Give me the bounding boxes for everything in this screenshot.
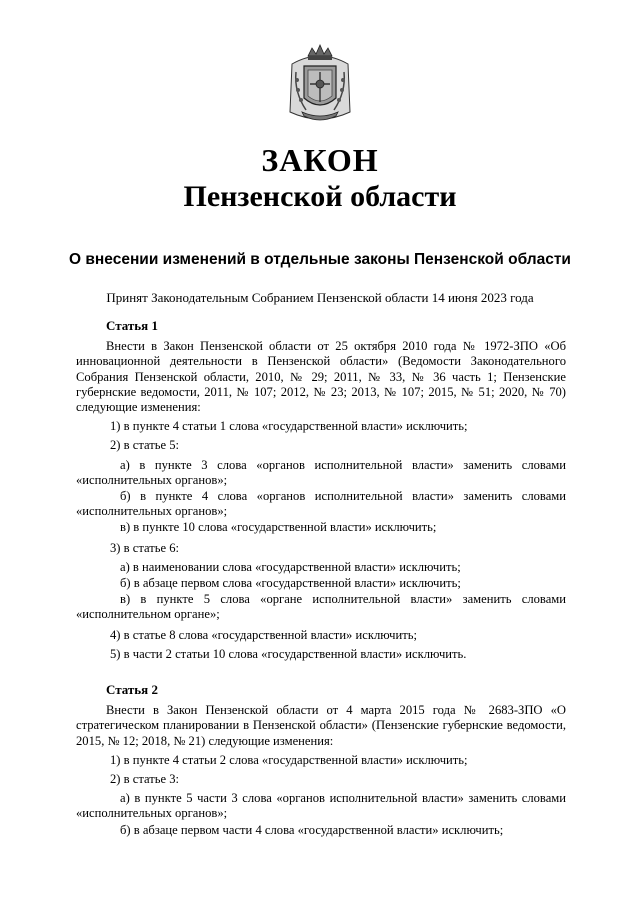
article-2-item-2: 2) в статье 3: bbox=[110, 772, 180, 787]
article-1-item-2-sub-c: в) в пункте 10 слова «государственной власти» исключить; bbox=[120, 520, 437, 535]
article-1-item-3: 3) в статье 6: bbox=[110, 540, 180, 555]
article-2-intro: Внести в Закон Пензенской области от 4 марта 2015 года № 2683-ЗПО «О стратегическом планировании в Пензенской области» (Пензенские губернские ведомости, 2015, № 12; 2018, № 21) следующие изменения: bbox=[76, 703, 566, 748]
article-1-item-3-sub-c: в) в пункте 5 слова «органе исполнительной власти» заменить словами «исполнительном органе»; bbox=[76, 592, 566, 622]
article-2-item-2-sub-a: а) в пункте 5 части 3 слова «органов исполнительной власти» заменить словами «исполнительных органов»; bbox=[76, 791, 566, 821]
coat-of-arms-icon bbox=[286, 42, 354, 126]
article-2-heading: Статья 2 bbox=[106, 682, 158, 698]
article-1-item-2-sub-a: а) в пункте 3 слова «органов исполнительной власти» заменить словами «исполнительных органов»; bbox=[76, 457, 566, 487]
law-name: О внесении изменений в отдельные законы Пензенской области bbox=[69, 251, 571, 268]
article-1-item-1: 1) в пункте 4 статьи 1 слова «государственной власти» исключить; bbox=[110, 419, 468, 434]
article-2-item-1: 1) в пункте 4 статьи 2 слова «государственной власти» исключить; bbox=[110, 752, 468, 767]
article-1-intro: Внести в Закон Пензенской области от 25 октября 2010 года № 1972-ЗПО «Об инновационной деятельности в Пензенской области» (Ведомости Законодательного Собрания Пензенской области, 2010, № 29; 2011, № 33, № 36 часть 1; Пензенские губернские ведомости, 2011, № 107; 2012, № 23; 2013, № 107; 2015, № 51; 2020, № 70) следующие изменения: bbox=[76, 339, 566, 415]
document-subtitle: Пензенской области bbox=[183, 180, 457, 213]
article-1-item-3-sub-b: б) в абзаце первом слова «государственной власти» исключить; bbox=[120, 576, 461, 591]
article-1-heading: Статья 1 bbox=[106, 318, 158, 333]
document-title: ЗАКОН bbox=[261, 142, 379, 178]
article-1-item-4: 4) в статье 8 слова «государственной власти» исключить; bbox=[110, 627, 417, 642]
article-1-item-2: 2) в статье 5: bbox=[110, 438, 180, 453]
article-1-item-5: 5) в части 2 статьи 10 слова «государственной власти» исключить. bbox=[110, 646, 467, 661]
article-2-item-2-sub-b: б) в абзаце первом части 4 слова «государственной власти» исключить; bbox=[120, 822, 504, 837]
adopted-line: Принят Законодательным Собранием Пензенской области 14 июня 2023 года bbox=[106, 290, 534, 305]
article-1-item-2-sub-b: б) в пункте 4 слова «органов исполнительной власти» заменить словами «исполнительных органов»; bbox=[76, 489, 566, 519]
document-body bbox=[76, 318, 566, 839]
article-1-item-3-sub-a: а) в наименовании слова «государственной власти» исключить; bbox=[120, 559, 461, 574]
